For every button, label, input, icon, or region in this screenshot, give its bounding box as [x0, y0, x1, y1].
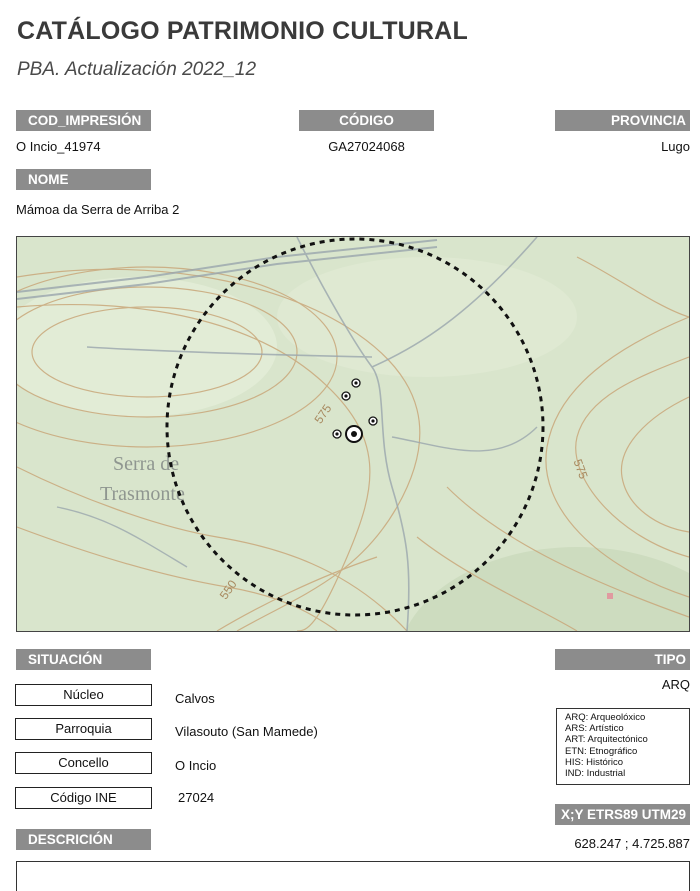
nucleo-value: Calvos — [175, 691, 215, 706]
nome-value: Mámoa da Serra de Arriba 2 — [16, 202, 180, 217]
parroquia-value: Vilasouto (San Mamede) — [175, 724, 318, 739]
tipo-header: TIPO — [555, 649, 690, 670]
legend-item: HIS: Histórico — [565, 756, 624, 768]
place-label-line2: Trasmonte — [100, 483, 185, 505]
nucleo-label: Núcleo — [15, 684, 152, 706]
contour-label-575-a: 575 — [311, 401, 335, 427]
codigo-value: GA27024068 — [328, 139, 405, 154]
parroquia-label: Parroquia — [15, 718, 152, 740]
provincia-value: Lugo — [661, 139, 690, 154]
nome-header: NOME — [16, 169, 151, 190]
concello-value: O Incio — [175, 758, 217, 773]
descripcion-header: DESCRICIÓN — [16, 829, 151, 850]
tipo-legend — [556, 708, 690, 785]
page-subtitle: PBA. Actualización 2022_12 — [17, 59, 257, 80]
legend-item: ETN: Etnográfico — [565, 745, 638, 757]
cod-impresion-header: COD_IMPRESIÓN — [16, 110, 151, 131]
cod-impresion-value: O Incio_41974 — [16, 139, 101, 154]
legend-item: ART: Arquitectónico — [565, 734, 648, 746]
map-marker-pink — [607, 593, 613, 599]
legend-item: IND: Industrial — [565, 768, 626, 780]
descripcion-box — [16, 861, 690, 891]
situacion-header: SITUACIÓN — [16, 649, 151, 670]
coords-value: 628.247 ; 4.725.887 — [574, 836, 690, 851]
location-map[interactable] — [16, 236, 690, 632]
page-title: CATÁLOGO PATRIMONIO CULTURAL — [17, 17, 468, 45]
main-site-marker[interactable] — [346, 426, 362, 442]
place-label-line1: Serra de — [113, 453, 180, 475]
legend-item: ARS: Artístico — [565, 723, 624, 735]
tipo-value: ARQ — [661, 677, 690, 692]
concello-label: Concello — [15, 752, 152, 774]
topographic-map — [17, 237, 689, 631]
coords-header: X;Y ETRS89 UTM29 — [555, 804, 690, 825]
provincia-header: PROVINCIA — [555, 110, 690, 131]
codigo-header: CÓDIGO — [299, 110, 434, 131]
legend-item: ARQ: Arqueolóxico — [565, 712, 646, 723]
codigo-ine-label: Código INE — [15, 787, 152, 809]
contour-label-575-b: 575 — [570, 457, 591, 481]
contour-label-550: 550 — [216, 577, 240, 602]
codigo-ine-value: 27024 — [178, 790, 215, 805]
